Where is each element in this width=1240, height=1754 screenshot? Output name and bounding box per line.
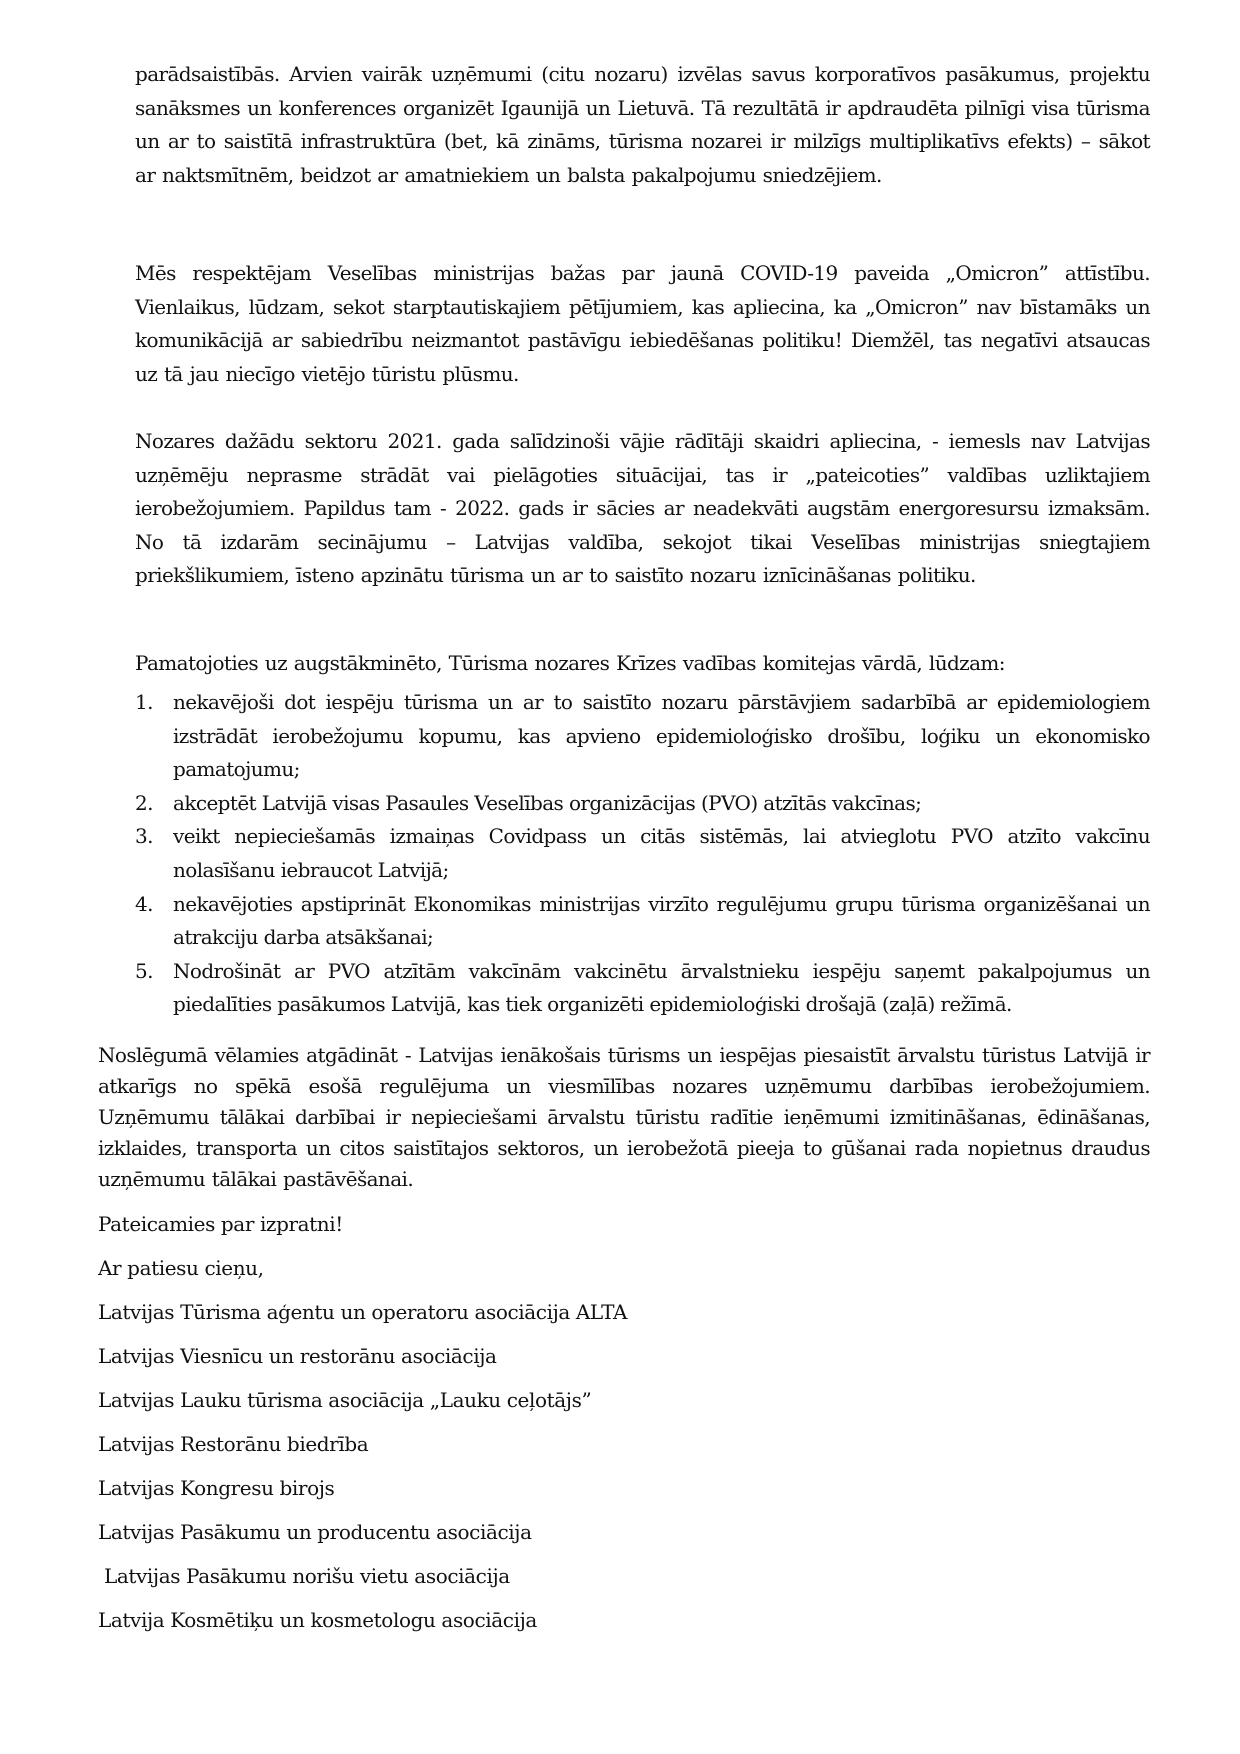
paragraph-omicron: Mēs respektējam Veselības ministrijas bažas par jaunā COVID-19 paveida „Omicron” attīstību. Vienlaikus, lūdzam, sekot starptautiskajiem pētījumiem, kas apliecina, ka „Omicron” nav bīstamāks un komunikācijā ar sabiedrību neizmantot pastāvīgu iebiedēšanas politiku! Diemžēl, tas negatīvi atsaucas uz tā jau niecīgo vietējo tūristu plūsmu.	[135, 261, 1150, 386]
paragraph-infrastructure-risk: parādsaistībās. Arvien vairāk uzņēmumi (citu nozaru) izvēlas savus korporatīvos pasākumus, projektu sanāksmes un konferences organizēt Igaunijā un Lietuvā. Tā rezultātā ir apdraudēta pilnīgi visa tūrisma un ar to saistītā infrastruktūra (bet, kā zināms, tūrisma nozarei ir milzīgs multiplikatīvs efekts) – sākot ar naktsmītnēm, beidzot ar amatniekiem un balsta pakalpojumu sniedzējiem.	[135, 62, 1150, 187]
request-number: 1.	[135, 690, 153, 714]
request-text: nekavējoties apstiprināt Ekonomikas ministrijas virzīto regulējumu grupu tūrisma organizēšanai un atrakciju darba atsākšanai;	[173, 891, 1150, 950]
paragraph-request-intro: Pamatojoties uz augstākminēto, Tūrisma nozares Krīzes vadības komitejas vārdā, lūdzam:	[135, 651, 1005, 675]
request-item-3	[135, 820, 1150, 887]
signatory: Latvijas Pasākumu un producentu asociācija	[98, 1520, 532, 1544]
request-item-5	[135, 955, 1150, 1022]
request-text: veikt nepieciešamās izmaiņas Covidpass un citās sistēmās, lai atvieglotu PVO atzīto vakcīnu nolasīšanu iebraucot Latvijā;	[173, 824, 1150, 882]
request-number: 2.	[135, 790, 153, 815]
signatory: Latvija Kosmētiķu un kosmetologu asociācija	[98, 1608, 537, 1632]
request-text: Nodrošināt ar PVO atzītām vakcīnām vakcinētu ārvalstnieku iespēju saņemt pakalpojumus un piedalīties pasākumos Latvijā, kas tiek organizēti epidemioloģiski drošajā (zaļā) režīmā.	[173, 958, 1150, 1017]
request-number: 3.	[135, 824, 153, 849]
thanks-line: Pateicamies par izpratni!	[98, 1212, 343, 1236]
request-number: 5.	[135, 958, 153, 983]
signatory: Latvijas Viesnīcu un restorānu asociācija	[98, 1344, 497, 1368]
signatory: Latvijas Pasākumu norišu vietu asociācija	[98, 1564, 510, 1588]
request-number: 4.	[135, 891, 153, 916]
request-item-2	[135, 787, 1150, 821]
request-item-4	[135, 888, 1150, 955]
signatory: Latvijas Tūrisma aģentu un operatoru asociācija ALTA	[98, 1300, 628, 1324]
closing-paragraph: Noslēgumā vēlamies atgādināt - Latvijas ienākošais tūrisms un iespējas piesaistīt ārvalstu tūristus Latvijā ir atkarīgs no spēkā esošā regulējuma un viesmīlības nozares uzņēmumu darbības ierobežojumiem. Uzņēmumu tālākai darbībai ir nepieciešami ārvalstu tūristu radītie ieņēmumi izmitināšanas, ēdināšanas, izklaides, transporta un citos saistītajos sektoros, un ierobežotā pieeja to gūšanai rada nopietnus draudus uzņēmumu tālākai pastāvēšanai.	[98, 1043, 1150, 1191]
requests-list	[135, 686, 1150, 1022]
request-text: nekavējoši dot iespēju tūrisma un ar to saistīto nozaru pārstāvjiem sadarbībā ar epidemiologiem izstrādāt ierobežojumu kopumu, kas apvieno epidemioloģisko drošību, loģiku un ekonomisko pamatojumu;	[173, 690, 1150, 782]
request-text: akceptēt Latvijā visas Pasaules Veselības organizācijas (PVO) atzītās vakcīnas;	[173, 790, 922, 815]
salutation-line: Ar patiesu cieņu,	[98, 1256, 264, 1280]
signatory: Latvijas Lauku tūrisma asociācija „Lauku ceļotājs”	[98, 1388, 592, 1412]
paragraph-sector-indicators: Nozares dažādu sektoru 2021. gada salīdzinoši vājie rādītāji skaidri apliecina, - iemesls nav Latvijas uzņēmēju neprasme strādāt vai pielāgoties situācijai, tas ir „pateicoties” valdības uzliktajiem ierobežojumiem. Papildus tam - 2022. gads ir sācies ar neadekvāti augstām energoresursu izmaksām. No tā izdarām secinājumu – Latvijas valdība, sekojot tikai Veselības ministrijas sniegtajiem priekšlikumiem, īsteno apzinātu tūrisma un ar to saistīto nozaru iznīcināšanas politiku.	[135, 429, 1150, 588]
request-item-1	[135, 686, 1150, 787]
signatory: Latvijas Restorānu biedrība	[98, 1432, 369, 1456]
signatory: Latvijas Kongresu birojs	[98, 1476, 335, 1500]
